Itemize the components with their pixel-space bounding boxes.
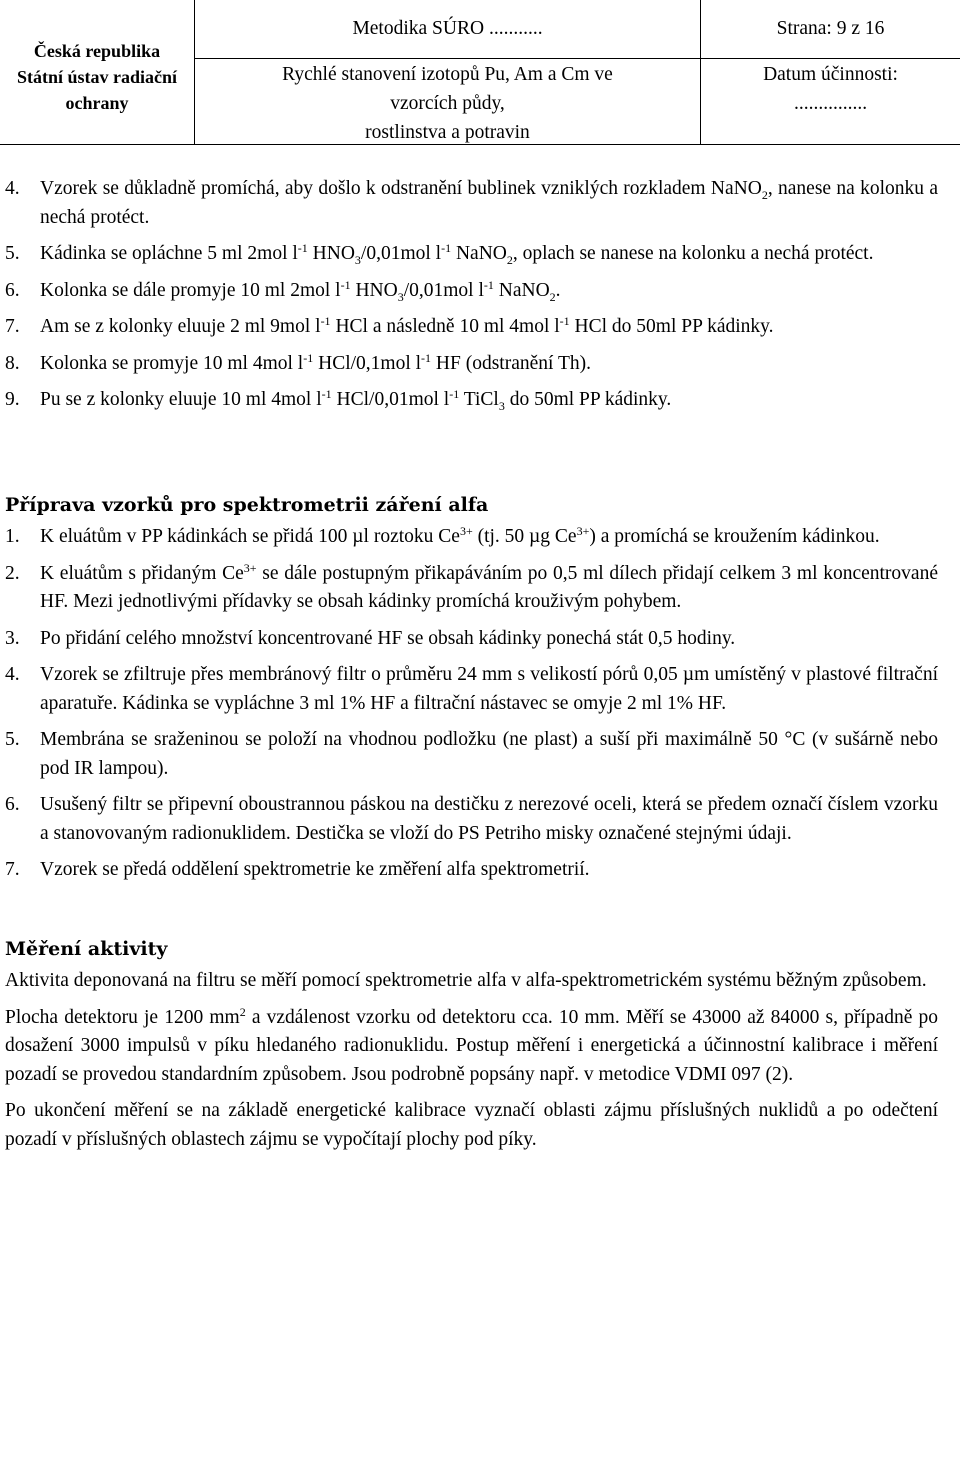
section-heading: Měření aktivity (5, 937, 168, 960)
paragraph: Aktivita deponovaná na filtru se měří pomocí spektrometrie alfa v alfa-spektrometrickém systému běžným způsobem. (5, 970, 927, 991)
paragraph-text: a vzdálenost vzorku od detektoru cca. 10 mm. Měří se 43000 až 84000 s, případně po dosažení 3000 impulsů v píku hledaného radionuklidu. Postup měření i energetická a účinnostní kalibrace i měření pozadí se provedou standardním způsobem. Jsou podrobně popsány např. v metodice VDMI 097 (2). (5, 1006, 939, 1085)
superscript: 2 (239, 1004, 246, 1019)
item-number: 2. (5, 562, 20, 584)
list-item (5, 560, 938, 617)
list-item (5, 856, 938, 885)
superscript: -1 (321, 387, 332, 401)
item-number: 1. (5, 526, 20, 547)
item-text: Kolonka se dále promyje 10 ml 2mol l (40, 279, 341, 301)
superscript: -1 (340, 277, 351, 292)
list-item (5, 625, 938, 654)
item-text: Am se z kolonky eluuje 2 ml 9mol l (40, 316, 321, 337)
item-text: HCl do 50ml PP kádinky. (569, 316, 774, 337)
item-text: . (555, 279, 561, 301)
item-text: do 50ml PP kádinky. (504, 389, 672, 410)
validity-date (701, 59, 960, 145)
item-text: , oplach se nanese na kolonku a nechá protéct. (512, 243, 874, 264)
item-number: 7. (5, 316, 20, 337)
page-number: Strana: 9 z 16 (776, 17, 885, 39)
org-line: Státní ústav radiační (16, 66, 178, 87)
superscript: -1 (441, 241, 452, 255)
subscript: 2 (761, 188, 768, 202)
item-number: 3. (5, 627, 20, 649)
superscript: 3+ (243, 560, 257, 575)
document-header (0, 0, 960, 145)
item-text: K eluátům v PP kádinkách se přidá 100 µl roztoku Ce (40, 526, 460, 547)
list-item (5, 175, 938, 232)
paragraph-text: Plocha detektoru je 1200 mm (5, 1006, 240, 1028)
item-text: Kolonka se promyje 10 ml 4mol l (40, 352, 304, 374)
subtitle-line: vzorcích půdy, (390, 93, 505, 114)
list-item (5, 350, 938, 379)
item-text: HCl/0,1mol l (313, 352, 422, 374)
subscript: 3 (397, 289, 404, 304)
organization-name (0, 0, 194, 145)
item-number: 5. (5, 729, 20, 750)
item-text: HF (odstranění Th). (431, 352, 591, 374)
subtitle-line: Rychlé stanovení izotopů Pu, Am a Cm ve (282, 64, 613, 85)
list-item (5, 313, 938, 342)
item-text: Kádinka se opláchne 5 ml 2mol l (40, 243, 298, 264)
item-number: 9. (5, 389, 20, 410)
item-text: , nanese na kolonku a nechá protéct. (40, 178, 938, 228)
item-text: Usušený filtr se připevní oboustrannou páskou na destičku z nerezové oceli, která se předem označí číslem vzorku a stanovovaným radionuklidem. Destička se vloží do PS Petriho misky označené stejnými údaji. (40, 794, 938, 844)
item-text: HNO (350, 279, 398, 301)
item-text: Membrána se sraženinou se položí na vhodnou podložku (ne plast) a suší při maximálně 50 °C (v sušárně nebo pod IR lampou). (40, 729, 938, 779)
org-line: Česká republika (33, 40, 161, 61)
item-text: Po přidání celého množství koncentrované HF se obsah kádinky ponechá stát 0,5 hodiny. (40, 627, 736, 649)
item-number: 8. (5, 352, 20, 374)
item-text: se dále postupným přikapáváním po 0,5 ml dílech přidají celkem 3 ml koncentrované HF. Mezi jednotlivými přídavky se obsah kádinky promíchá krouživým pohybem. (40, 562, 938, 612)
superscript: -1 (449, 387, 460, 401)
item-text: (tj. 50 µg Ce (472, 526, 577, 547)
item-text: Vzorek se předá oddělení spektrometrie ke změření alfa spektrometrií. (40, 859, 590, 880)
superscript: 3+ (459, 524, 473, 538)
item-text: TiCl (459, 389, 499, 410)
item-number: 4. (5, 664, 20, 685)
item-text: HCl/0,01mol l (331, 389, 450, 410)
item-number: 4. (5, 178, 20, 199)
document-subtitle (195, 59, 700, 145)
list-item (5, 726, 938, 783)
method-label: Metodika SÚRO ........... (352, 17, 543, 39)
item-text: /0,01mol l (403, 279, 484, 301)
document-body (5, 175, 938, 1154)
item-text: NaNO (493, 279, 550, 301)
list-item (5, 240, 938, 269)
item-text: Vzorek se zfiltruje přes membránový filtr o průměru 24 mm s velikostí pórů 0,05 µm umístěný v plastové filtrační aparatuře. Kádinka se vypláchne 3 ml 1% HF a filtrační nástavec se omyje 2 ml 1% HF. (40, 664, 938, 714)
item-number: 5. (5, 243, 20, 264)
subscript: 3 (354, 253, 361, 267)
list-item (5, 277, 938, 306)
paragraph: Po ukončení měření se na základě energetické kalibrace vyznačí oblasti zájmu příslušných nuklidů a po odečtení pozadí v příslušných oblastech zájmu se vypočítají plochy pod píky. (5, 1100, 938, 1150)
subscript: 2 (506, 253, 513, 267)
item-text: ) a promíchá se kroužením kádinkou. (589, 526, 880, 547)
superscript: -1 (559, 314, 570, 328)
item-text: /0,01mol l (360, 243, 442, 264)
list-item (5, 661, 938, 718)
superscript: -1 (303, 350, 314, 365)
item-text: NaNO (451, 243, 507, 264)
list-item (5, 523, 938, 552)
validity-value: ............... (793, 93, 868, 114)
item-text: Vzorek se důkladně promíchá, aby došlo k odstranění bublinek vzniklých rozkladem NaNO (40, 178, 762, 199)
item-text: K eluátům s přidaným Ce (40, 562, 244, 584)
superscript: -1 (297, 241, 308, 255)
item-number: 6. (5, 279, 20, 301)
item-number: 6. (5, 794, 20, 815)
superscript: -1 (421, 350, 432, 365)
item-number: 7. (5, 859, 20, 880)
item-text: HNO (307, 243, 355, 264)
superscript: -1 (320, 314, 331, 328)
subscript: 3 (498, 399, 505, 413)
org-line: ochrany (65, 92, 129, 113)
item-text: HCl a následně 10 ml 4mol l (330, 316, 560, 337)
list-item (5, 386, 938, 415)
section-heading: Příprava vzorků pro spektrometrii záření alfa (5, 493, 489, 516)
paragraph (5, 1004, 938, 1090)
subscript: 2 (549, 289, 556, 304)
validity-label: Datum účinnosti: (763, 64, 898, 85)
superscript: 3+ (576, 524, 590, 538)
list-item (5, 791, 938, 848)
subtitle-line: rostlinstva a potravin (365, 122, 530, 143)
item-text: Pu se z kolonky eluuje 10 ml 4mol l (40, 389, 322, 410)
superscript: -1 (483, 277, 494, 292)
